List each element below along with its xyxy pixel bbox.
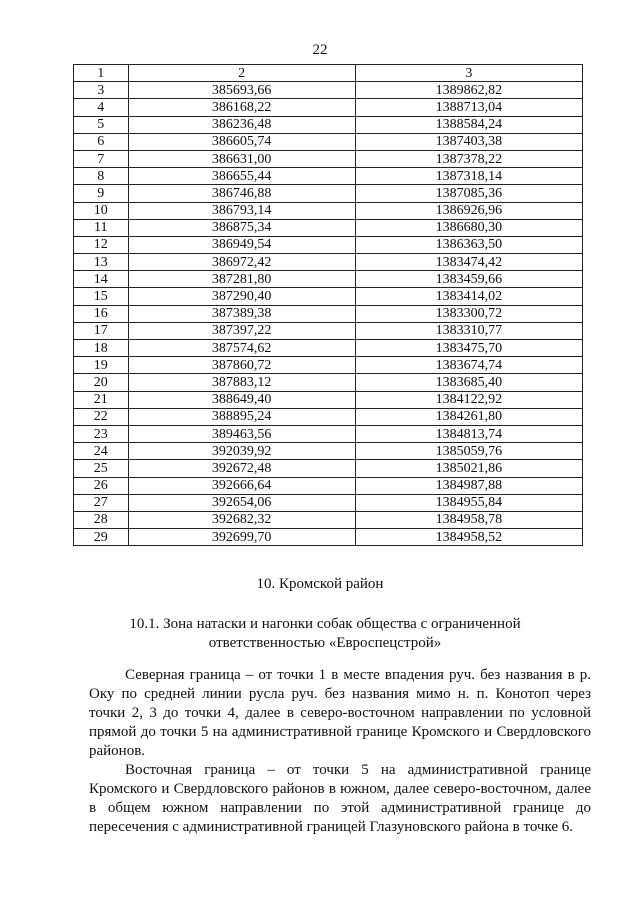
cell-y: 1384987,88 (355, 477, 582, 494)
table-row (74, 288, 583, 305)
cell-x: 392682,32 (128, 511, 355, 528)
cell-y: 1384261,80 (355, 408, 582, 425)
cell-y: 1388713,04 (355, 99, 582, 116)
cell-x: 386655,44 (128, 168, 355, 185)
cell-x: 388649,40 (128, 391, 355, 408)
table-row (74, 443, 583, 460)
cell-point: 23 (74, 425, 129, 442)
table-row (74, 391, 583, 408)
cell-y: 1387318,14 (355, 168, 582, 185)
cell-x: 392666,64 (128, 477, 355, 494)
subsection-title-line-2: ответственностью «Евроспецстрой» (208, 635, 442, 651)
cell-point: 14 (74, 271, 129, 288)
cell-y: 1384955,84 (355, 494, 582, 511)
header-cell-x: 2 (128, 65, 355, 82)
cell-x: 392672,48 (128, 460, 355, 477)
cell-x: 387389,38 (128, 305, 355, 322)
cell-y: 1383474,42 (355, 254, 582, 271)
table-row (74, 150, 583, 167)
table-row (74, 254, 583, 271)
cell-point: 22 (74, 408, 129, 425)
cell-y: 1388584,24 (355, 116, 582, 133)
cell-y: 1387403,38 (355, 133, 582, 150)
cell-x: 392654,06 (128, 494, 355, 511)
cell-x: 386793,14 (128, 202, 355, 219)
cell-point: 6 (74, 133, 129, 150)
table-body (74, 82, 583, 546)
cell-point: 21 (74, 391, 129, 408)
coordinates-table (73, 64, 583, 546)
table-row (74, 374, 583, 391)
cell-x: 392699,70 (128, 529, 355, 546)
cell-y: 1383414,02 (355, 288, 582, 305)
table-row (74, 202, 583, 219)
table-row (74, 271, 583, 288)
table-row (74, 357, 583, 374)
cell-y: 1383674,74 (355, 357, 582, 374)
table-row (74, 494, 583, 511)
cell-point: 5 (74, 116, 129, 133)
page-number: 22 (312, 42, 328, 58)
cell-point: 11 (74, 219, 129, 236)
cell-y: 1383685,40 (355, 374, 582, 391)
cell-point: 7 (74, 150, 129, 167)
table-row (74, 99, 583, 116)
cell-y: 1386680,30 (355, 219, 582, 236)
cell-point: 10 (74, 202, 129, 219)
table-row (74, 511, 583, 528)
cell-point: 15 (74, 288, 129, 305)
subsection-title-line-1: 10.1. Зона натаски и нагонки собак общества с ограниченной (129, 616, 521, 632)
cell-x: 386875,34 (128, 219, 355, 236)
cell-y: 1387085,36 (355, 185, 582, 202)
paragraph-north-boundary: Северная граница – от точки 1 в месте впадения руч. без названия в р. Оку по средней линии русла руч. без названия мимо н. п. Конотоп через точки 2, 3 до точки 4, далее в северо-восточном направлении по условной прямой до точки 5 на административной границе Кромского и Свердловского районов. (89, 667, 591, 759)
cell-y: 1387378,22 (355, 150, 582, 167)
cell-point: 27 (74, 494, 129, 511)
cell-y: 1385059,76 (355, 443, 582, 460)
table-row (74, 340, 583, 357)
cell-y: 1384813,74 (355, 425, 582, 442)
cell-y: 1386926,96 (355, 202, 582, 219)
cell-x: 387397,22 (128, 322, 355, 339)
cell-x: 388895,24 (128, 408, 355, 425)
cell-x: 386605,74 (128, 133, 355, 150)
table-row (74, 116, 583, 133)
cell-point: 8 (74, 168, 129, 185)
cell-y: 1383300,72 (355, 305, 582, 322)
cell-y: 1385021,86 (355, 460, 582, 477)
subsection-title (110, 615, 540, 653)
cell-point: 4 (74, 99, 129, 116)
cell-x: 385693,66 (128, 82, 355, 99)
table-row (74, 219, 583, 236)
table-header-row (74, 65, 583, 82)
table-row (74, 408, 583, 425)
cell-y: 1384122,92 (355, 391, 582, 408)
table-row (74, 185, 583, 202)
cell-x: 387860,72 (128, 357, 355, 374)
cell-point: 24 (74, 443, 129, 460)
table-row (74, 305, 583, 322)
cell-x: 389463,56 (128, 425, 355, 442)
boundary-description (89, 666, 591, 837)
cell-y: 1384958,52 (355, 529, 582, 546)
cell-y: 1389862,82 (355, 82, 582, 99)
cell-y: 1384958,78 (355, 511, 582, 528)
header-cell-point: 1 (74, 65, 129, 82)
cell-point: 28 (74, 511, 129, 528)
cell-point: 13 (74, 254, 129, 271)
cell-point: 16 (74, 305, 129, 322)
table-row (74, 133, 583, 150)
cell-x: 387574,62 (128, 340, 355, 357)
cell-point: 29 (74, 529, 129, 546)
cell-x: 386631,00 (128, 150, 355, 167)
cell-x: 387281,80 (128, 271, 355, 288)
section-title: 10. Кромской район (256, 576, 384, 592)
table-header (74, 65, 583, 82)
table-row (74, 168, 583, 185)
cell-point: 17 (74, 322, 129, 339)
cell-point: 3 (74, 82, 129, 99)
cell-point: 26 (74, 477, 129, 494)
cell-point: 12 (74, 236, 129, 253)
table-row (74, 460, 583, 477)
cell-point: 25 (74, 460, 129, 477)
table-row (74, 82, 583, 99)
header-cell-y: 3 (355, 65, 582, 82)
cell-y: 1383475,70 (355, 340, 582, 357)
table-row (74, 236, 583, 253)
cell-x: 386746,88 (128, 185, 355, 202)
cell-y: 1383310,77 (355, 322, 582, 339)
cell-x: 386972,42 (128, 254, 355, 271)
cell-x: 386168,22 (128, 99, 355, 116)
cell-x: 387290,40 (128, 288, 355, 305)
cell-point: 19 (74, 357, 129, 374)
cell-x: 386236,48 (128, 116, 355, 133)
cell-y: 1386363,50 (355, 236, 582, 253)
cell-x: 387883,12 (128, 374, 355, 391)
cell-point: 18 (74, 340, 129, 357)
cell-point: 9 (74, 185, 129, 202)
cell-x: 392039,92 (128, 443, 355, 460)
cell-point: 20 (74, 374, 129, 391)
cell-x: 386949,54 (128, 236, 355, 253)
table-row (74, 477, 583, 494)
paragraph-east-boundary: Восточная граница – от точки 5 на административной границе Кромского и Свердловского районов в южном, далее северо-восточном, далее в общем южном направлении по этой административной границе до пересечения с административной границей Глазуновского района в точке 6. (89, 762, 591, 835)
table-row (74, 425, 583, 442)
table-row (74, 529, 583, 546)
cell-y: 1383459,66 (355, 271, 582, 288)
table-row (74, 322, 583, 339)
